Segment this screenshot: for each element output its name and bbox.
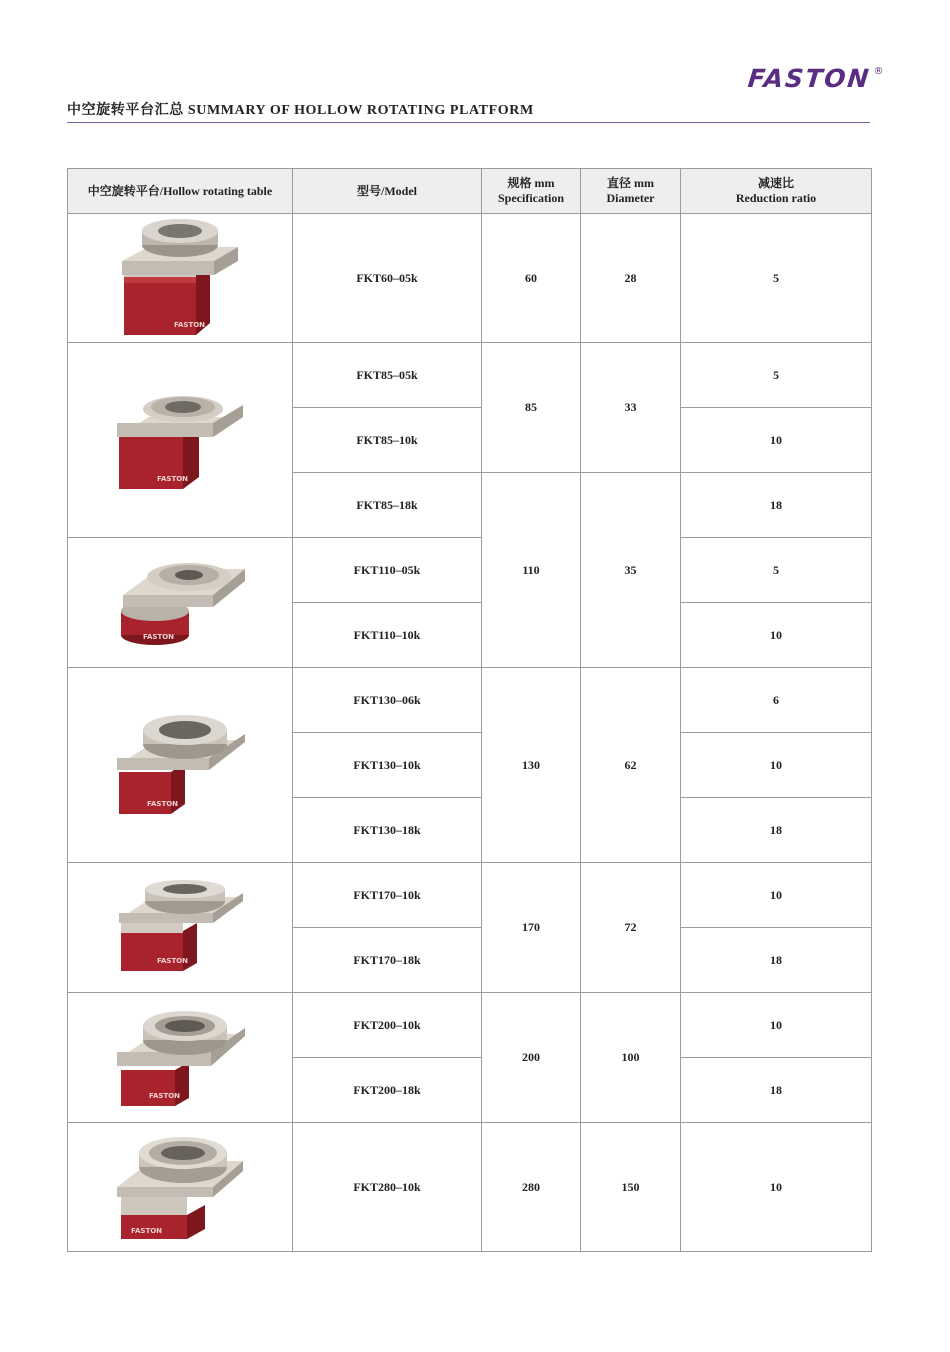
ratio-cell: 18 — [681, 928, 872, 993]
page-title: 中空旋转平台汇总 SUMMARY OF HOLLOW ROTATING PLATFORM — [67, 103, 534, 118]
model-cell: FKT280–10k — [293, 1123, 482, 1252]
registered-mark: ® — [873, 66, 884, 77]
svg-text:FASTON: FASTON — [156, 475, 188, 483]
hollow-rotating-platform-60-image — [68, 214, 293, 343]
brand-logo — [748, 64, 883, 94]
diameter-cell: 35 — [581, 473, 681, 668]
hollow-rotating-platform-85-image — [68, 343, 293, 538]
diameter-cell: 150 — [581, 1123, 681, 1252]
model-cell: FKT110–10k — [293, 603, 482, 668]
table-row — [68, 863, 872, 928]
hollow-rotating-platform-110-image — [68, 538, 293, 668]
diameter-cell: 100 — [581, 993, 681, 1123]
spec-cell: 200 — [482, 993, 581, 1123]
diameter-cell: 62 — [581, 668, 681, 863]
hollow-rotating-platform-130-image — [68, 668, 293, 863]
svg-text:FASTON: FASTON — [156, 956, 188, 965]
model-cell: FKT200–10k — [293, 993, 482, 1058]
ratio-cell: 10 — [681, 993, 872, 1058]
ratio-cell: 18 — [681, 1058, 872, 1123]
spec-cell: 85 — [482, 343, 581, 473]
svg-text:FASTON: FASTON — [146, 800, 178, 808]
svg-text:FASTON: FASTON — [142, 632, 174, 641]
spec-cell: 130 — [482, 668, 581, 863]
model-cell: FKT170–10k — [293, 863, 482, 928]
model-cell: FKT130–18k — [293, 798, 482, 863]
ratio-cell: 10 — [681, 603, 872, 668]
title-divider — [67, 122, 870, 123]
spec-cell: 170 — [482, 863, 581, 993]
ratio-cell: 5 — [681, 343, 872, 408]
table-row — [68, 993, 872, 1058]
ratio-cell: 10 — [681, 1123, 872, 1252]
model-cell: FKT200–18k — [293, 1058, 482, 1123]
table-header-row — [68, 169, 872, 214]
svg-text:FASTON: FASTON — [130, 1227, 162, 1235]
diameter-cell: 72 — [581, 863, 681, 993]
ratio-cell: 6 — [681, 668, 872, 733]
header-ratio: 减速比 Reduction ratio — [681, 169, 872, 214]
hollow-rotating-platform-280-image — [68, 1123, 293, 1252]
spec-cell: 60 — [482, 214, 581, 343]
header-model: 型号/Model — [293, 169, 482, 214]
header-diameter: 直径 mm Diameter — [581, 169, 681, 214]
brand-name: FASTON — [746, 64, 873, 93]
diameter-cell: 28 — [581, 214, 681, 343]
ratio-cell: 10 — [681, 733, 872, 798]
ratio-cell: 18 — [681, 798, 872, 863]
model-cell: FKT130–06k — [293, 668, 482, 733]
svg-text:FASTON: FASTON — [148, 1091, 180, 1100]
summary-table — [67, 168, 872, 1252]
header-image: 中空旋转平台/Hollow rotating table — [68, 169, 293, 214]
model-cell: FKT85–05k — [293, 343, 482, 408]
model-cell: FKT85–10k — [293, 408, 482, 473]
ratio-cell: 18 — [681, 473, 872, 538]
ratio-cell: 10 — [681, 863, 872, 928]
model-cell: FKT130–10k — [293, 733, 482, 798]
spec-cell: 280 — [482, 1123, 581, 1252]
model-cell: FKT85–18k — [293, 473, 482, 538]
table-row — [68, 538, 872, 603]
table-row — [68, 1123, 872, 1252]
diameter-cell: 33 — [581, 343, 681, 473]
header-spec: 规格 mm Specification — [482, 169, 581, 214]
table-row — [68, 214, 872, 343]
table-row — [68, 668, 872, 733]
ratio-cell: 5 — [681, 214, 872, 343]
hollow-rotating-platform-200-image — [68, 993, 293, 1123]
hollow-rotating-platform-170-image — [68, 863, 293, 993]
ratio-cell: 5 — [681, 538, 872, 603]
model-cell: FKT110–05k — [293, 538, 482, 603]
ratio-cell: 10 — [681, 408, 872, 473]
model-cell: FKT60–05k — [293, 214, 482, 343]
spec-cell: 110 — [482, 473, 581, 668]
svg-text:FASTON: FASTON — [173, 321, 205, 329]
model-cell: FKT170–18k — [293, 928, 482, 993]
table-row — [68, 343, 872, 408]
